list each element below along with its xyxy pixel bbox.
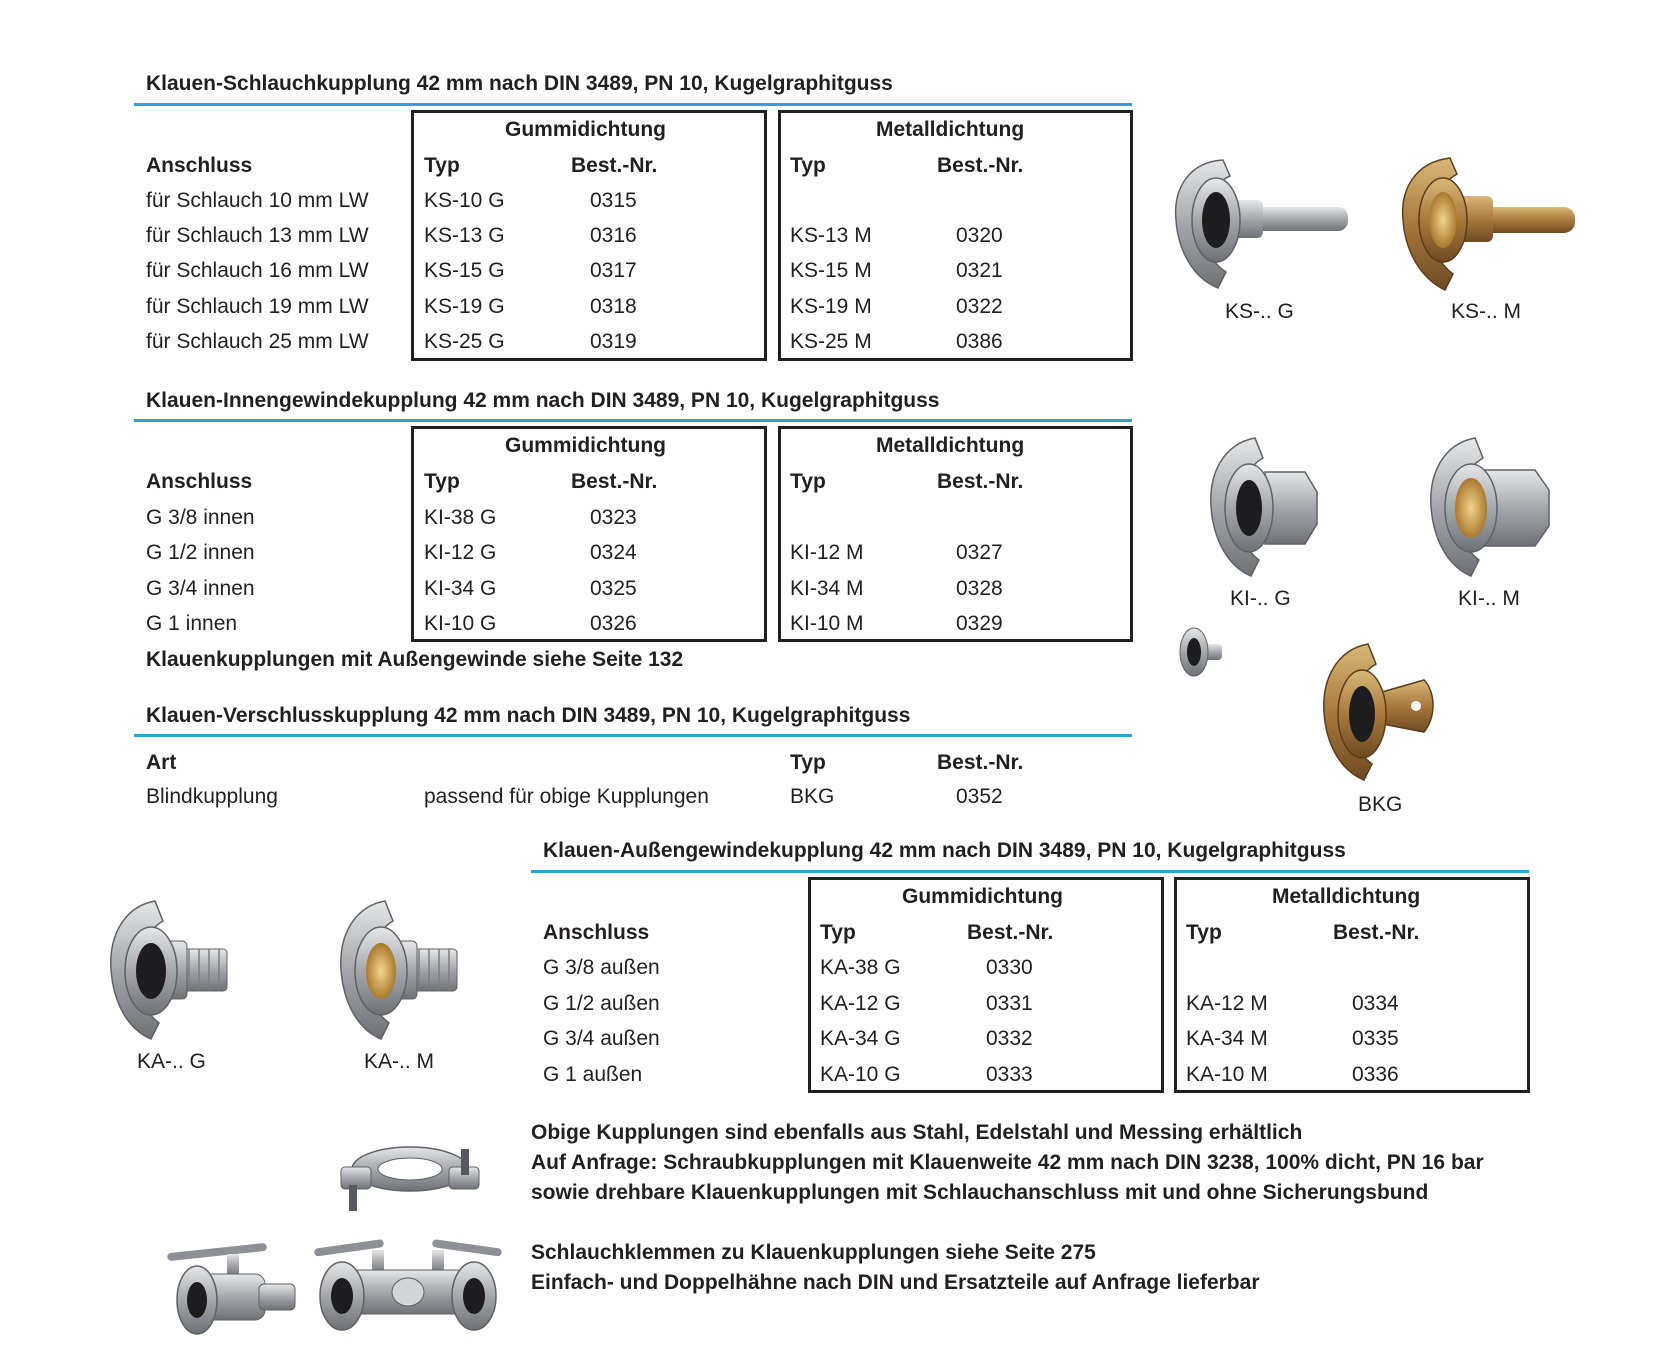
s1-col-best-g: Best.-Nr. [571, 154, 658, 177]
table-cell: KI-12 G [424, 541, 497, 564]
note-line-2: Auf Anfrage: Schraubkupplungen mit Klauenweite 42 mm nach DIN 3238, 100% dicht, PN 16 bar [531, 1151, 1484, 1174]
section-4-title: Klauen-Außengewindekupplung 42 mm nach DIN 3489, PN 10, Kugelgraphitguss [543, 839, 1346, 862]
table-cell: für Schlauch 19 mm LW [146, 295, 369, 318]
table-cell: für Schlauch 10 mm LW [146, 189, 369, 212]
table-cell: für Schlauch 16 mm LW [146, 259, 369, 282]
s1-col-typ-g: Typ [424, 154, 460, 177]
table-cell: KS-13 G [424, 224, 505, 247]
s4-box-metall [1174, 877, 1530, 1093]
table-cell: G 1 innen [146, 612, 238, 635]
table-cell: 0327 [956, 541, 1003, 564]
table-cell: KA-34 G [820, 1027, 901, 1050]
table-cell: KI-38 G [424, 506, 497, 529]
ks-g-coupling-image [1168, 150, 1358, 300]
table-cell: KS-15 G [424, 259, 505, 282]
table-cell: für Schlauch 25 mm LW [146, 330, 369, 353]
s1-col-typ-m: Typ [790, 154, 826, 177]
table-cell: 0315 [590, 189, 637, 212]
table-cell: BKG [790, 785, 835, 808]
table-cell: 0326 [590, 612, 637, 635]
table-cell: KI-12 M [790, 541, 864, 564]
table-cell: G 1 außen [543, 1063, 643, 1086]
s4-col-anschluss: Anschluss [543, 921, 650, 944]
table-cell: passend für obige Kupplungen [424, 785, 709, 808]
table-cell: 0321 [956, 259, 1003, 282]
s3-col-typ: Typ [790, 751, 826, 774]
hose-clamp-image [335, 1135, 485, 1220]
s2-box-metall [778, 426, 1133, 642]
bkg-coupling-image [1320, 640, 1440, 785]
table-cell: 0329 [956, 612, 1003, 635]
s1-group-gummi: Gummidichtung [505, 118, 666, 141]
section-3-rule [134, 734, 1132, 737]
table-cell: 0317 [590, 259, 637, 282]
note-line-5: Einfach- und Doppelhähne nach DIN und Ersatzteile auf Anfrage lieferbar [531, 1271, 1260, 1294]
section-1-rule [134, 103, 1132, 106]
s4-col-typ-m: Typ [1186, 921, 1222, 944]
note-line-4: Schlauchklemmen zu Klauenkupplungen siehe Seite 275 [531, 1241, 1096, 1264]
s2-col-typ-m: Typ [790, 470, 826, 493]
section-2-title: Klauen-Innengewindekupplung 42 mm nach DIN 3489, PN 10, Kugelgraphitguss [146, 389, 940, 412]
s2-group-metall: Metalldichtung [876, 434, 1025, 457]
table-cell: 0352 [956, 785, 1003, 808]
table-cell: 0333 [986, 1063, 1033, 1086]
table-cell: 0332 [986, 1027, 1033, 1050]
table-cell: Blindkupplung [146, 785, 278, 808]
table-cell: G 3/8 außen [543, 956, 660, 979]
table-cell: KS-15 M [790, 259, 872, 282]
s2-col-anschluss: Anschluss [146, 470, 253, 493]
table-cell: KI-34 G [424, 577, 497, 600]
ks-g-caption: KS-.. G [1225, 300, 1294, 323]
s1-col-anschluss: Anschluss [146, 154, 253, 177]
s4-col-best-m: Best.-Nr. [1333, 921, 1420, 944]
table-cell: 0322 [956, 295, 1003, 318]
table-cell: KI-10 G [424, 612, 497, 635]
ks-m-coupling-image [1395, 150, 1585, 300]
bkg-caption: BKG [1358, 793, 1403, 816]
s4-group-gummi: Gummidichtung [902, 885, 1063, 908]
table-cell: 0328 [956, 577, 1003, 600]
table-cell: 0318 [590, 295, 637, 318]
s1-group-metall: Metalldichtung [876, 118, 1025, 141]
table-cell: KS-13 M [790, 224, 872, 247]
table-cell: KS-25 G [424, 330, 505, 353]
ka-g-caption: KA-.. G [137, 1050, 206, 1073]
table-cell: 0331 [986, 992, 1033, 1015]
small-coupling-image [1176, 624, 1226, 682]
note-line-3: sowie drehbare Klauenkupplungen mit Schlauchanschluss mit und ohne Sicherungsbund [531, 1181, 1429, 1204]
section-3-title: Klauen-Verschlusskupplung 42 mm nach DIN 3489, PN 10, Kugelgraphitguss [146, 704, 911, 727]
ki-g-coupling-image [1205, 432, 1335, 582]
table-cell: G 3/4 innen [146, 577, 255, 600]
table-cell: 0324 [590, 541, 637, 564]
s3-col-best: Best.-Nr. [937, 751, 1024, 774]
ka-m-coupling-image [335, 895, 465, 1045]
table-cell: 0325 [590, 577, 637, 600]
table-cell: KA-38 G [820, 956, 901, 979]
section-2-rule [134, 419, 1132, 422]
note-line-1: Obige Kupplungen sind ebenfalls aus Stahl, Edelstahl und Messing erhältlich [531, 1121, 1303, 1144]
table-cell: KA-34 M [1186, 1027, 1268, 1050]
s2-group-gummi: Gummidichtung [505, 434, 666, 457]
ks-m-caption: KS-.. M [1451, 300, 1522, 323]
table-cell: KI-10 M [790, 612, 864, 635]
s2-box-gummi [411, 426, 767, 642]
table-cell: KS-10 G [424, 189, 505, 212]
table-cell: KA-12 M [1186, 992, 1268, 1015]
table-cell: für Schlauch 13 mm LW [146, 224, 369, 247]
table-cell: G 1/2 innen [146, 541, 255, 564]
table-cell: 0320 [956, 224, 1003, 247]
s3-col-art: Art [146, 751, 177, 774]
s1-col-best-m: Best.-Nr. [937, 154, 1024, 177]
section-4-rule [531, 870, 1529, 873]
s2-col-typ-g: Typ [424, 470, 460, 493]
table-cell: G 3/8 innen [146, 506, 255, 529]
section-1-title: Klauen-Schlauchkupplung 42 mm nach DIN 3489, PN 10, Kugelgraphitguss [146, 72, 893, 95]
table-cell: G 1/2 außen [543, 992, 660, 1015]
table-cell: KA-10 M [1186, 1063, 1268, 1086]
table-cell: 0316 [590, 224, 637, 247]
s4-box-gummi [808, 877, 1164, 1093]
s2-note: Klauenkupplungen mit Außengewinde siehe Seite 132 [146, 648, 684, 671]
s4-group-metall: Metalldichtung [1272, 885, 1421, 908]
ka-m-caption: KA-.. M [364, 1050, 435, 1073]
table-cell: KS-19 G [424, 295, 505, 318]
table-cell: KA-12 G [820, 992, 901, 1015]
s4-col-typ-g: Typ [820, 921, 856, 944]
ki-m-caption: KI-.. M [1458, 587, 1520, 610]
table-cell: KI-34 M [790, 577, 864, 600]
s2-col-best-g: Best.-Nr. [571, 470, 658, 493]
single-valve-image [163, 1240, 303, 1345]
table-cell: 0386 [956, 330, 1003, 353]
table-cell: 0330 [986, 956, 1033, 979]
ki-g-caption: KI-.. G [1230, 587, 1291, 610]
s2-col-best-m: Best.-Nr. [937, 470, 1024, 493]
table-cell: 0319 [590, 330, 637, 353]
table-cell: 0323 [590, 506, 637, 529]
table-cell: 0336 [1352, 1063, 1399, 1086]
double-valve-image [308, 1232, 508, 1347]
table-cell: KS-19 M [790, 295, 872, 318]
table-cell: G 3/4 außen [543, 1027, 660, 1050]
table-cell: KA-10 G [820, 1063, 901, 1086]
ka-g-coupling-image [105, 895, 235, 1045]
ki-m-coupling-image [1425, 432, 1565, 582]
table-cell: 0334 [1352, 992, 1399, 1015]
table-cell: 0335 [1352, 1027, 1399, 1050]
table-cell: KS-25 M [790, 330, 872, 353]
s4-col-best-g: Best.-Nr. [967, 921, 1054, 944]
